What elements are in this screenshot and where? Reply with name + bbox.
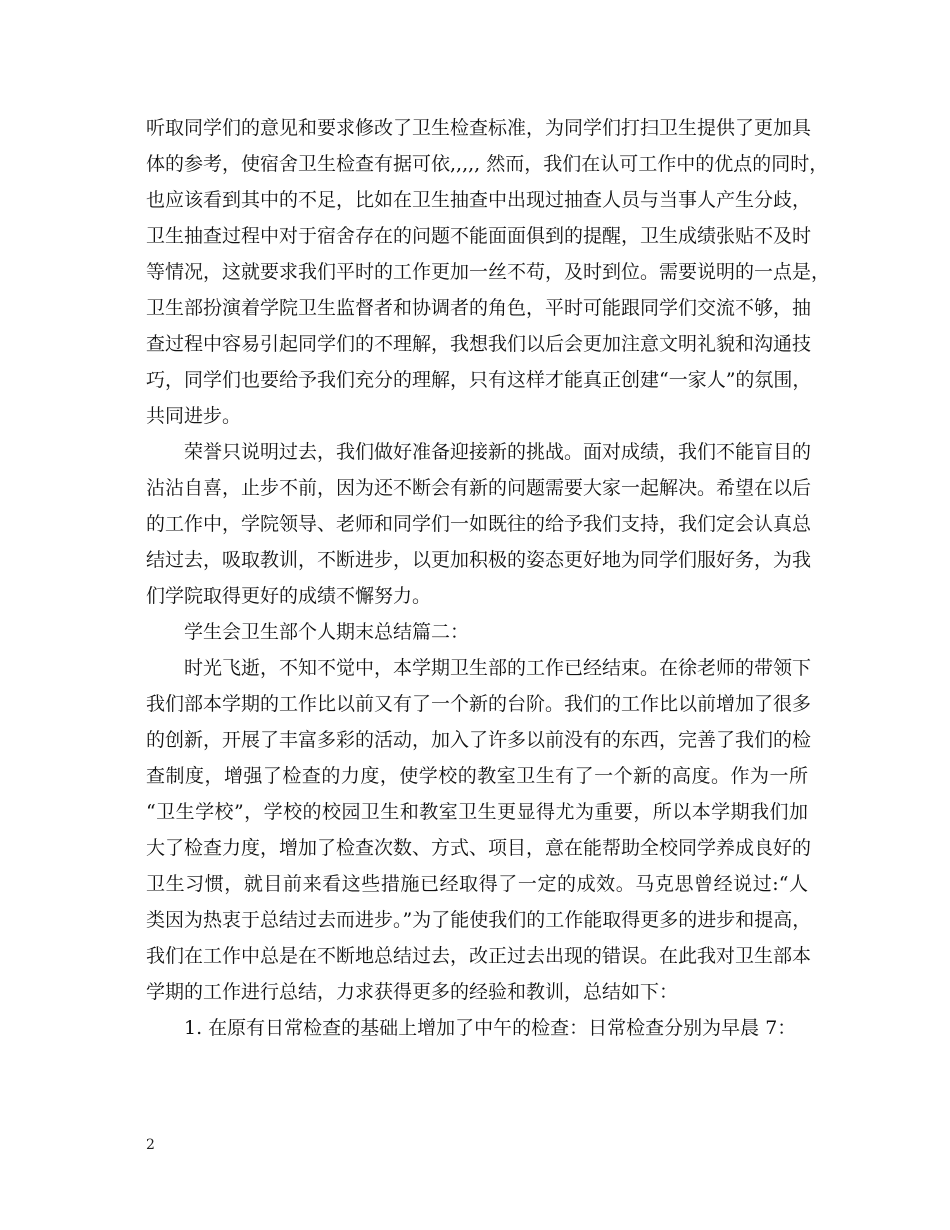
text-line: 结过去，吸取教训，不断进步，以更加积极的姿态更好地为同学们服好务，为我 [146, 549, 812, 571]
text-line: 大了检查力度，增加了检查次数、方式、项目，意在能帮助全校同学养成良好的 [146, 837, 812, 859]
text-line: 查制度，增强了检查的力度，使学校的教室卫生有了一个新的高度。作为一所 [146, 765, 808, 787]
text-line: 共同进步。 [146, 405, 242, 427]
text-line: 查过程中容易引起同学们的不理解，我想我们以后会更加注意文明礼貌和沟通技 [146, 333, 812, 355]
text-line: 1. 在原有日常检查的基础上增加了中午的检查：日常检查分别为早晨 7： [184, 1017, 797, 1039]
text-line: 的创新，开展了丰富多彩的活动，加入了许多以前没有的东西，完善了我们的检 [146, 729, 812, 751]
text-line: 我们部本学期的工作比以前又有了一个新的台阶。我们的工作比以前增加了很多 [146, 693, 812, 715]
text-line: 时光飞逝，不知不觉中，本学期卫生部的工作已经结束。在徐老师的带领下 [184, 657, 812, 679]
text-line: 荣誉只说明过去，我们做好准备迎接新的挑战。面对成绩，我们不能盲目的 [184, 441, 812, 463]
text-line: 学期的工作进行总结，力求获得更多的经验和教训，总结如下： [146, 981, 679, 1003]
text-line: 卫生习惯，就目前来看这些措施已经取得了一定的成效。马克思曾经说过:“人 [146, 873, 808, 895]
text-line: 我们在工作中总是在不断地总结过去，改正过去出现的错误。在此我对卫生部本 [146, 945, 812, 967]
text-line: 巧，同学们也要给予我们充分的理解，只有这样才能真正创建“一家人”的氛围， [146, 369, 812, 391]
text-line: 等情况，这就要求我们平时的工作更加一丝不苟，及时到位。需要说明的一点是， [146, 261, 831, 283]
text-line: 学生会卫生部个人期末总结篇二： [184, 621, 470, 643]
document-body [146, 110, 831, 1046]
text-line: 的工作中，学院领导、老师和同学们一如既往的给予我们支持，我们定会认真总 [146, 513, 812, 535]
text-line: 类因为热衷于总结过去而进步。”为了能使我们的工作能取得更多的进步和提高， [146, 909, 812, 931]
text-line: 们学院取得更好的成绩不懈努力。 [146, 585, 432, 607]
text-line: 卫生抽查过程中对于宿舍存在的问题不能面面俱到的提醒，卫生成绩张贴不及时 [146, 225, 812, 247]
text-line: 听取同学们的意见和要求修改了卫生检查标准，为同学们打扫卫生提供了更加具 [146, 117, 812, 139]
page-number: 2 [146, 1137, 155, 1153]
text-line: “卫生学校”，学校的校园卫生和教室卫生更显得尤为重要，所以本学期我们加 [146, 801, 808, 823]
text-line: 体的参考，使宿舍卫生检查有据可依,,,,, 然而，我们在认可工作中的优点的同时， [146, 153, 829, 175]
text-line: 也应该看到其中的不足，比如在卫生抽查中出现过抽查人员与当事人产生分歧， [146, 189, 812, 211]
text-line: 卫生部扮演着学院卫生监督者和协调者的角色，平时可能跟同学们交流不够，抽 [146, 297, 812, 319]
text-line: 沾沾自喜，止步不前，因为还不断会有新的问题需要大家一起解决。希望在以后 [146, 477, 812, 499]
